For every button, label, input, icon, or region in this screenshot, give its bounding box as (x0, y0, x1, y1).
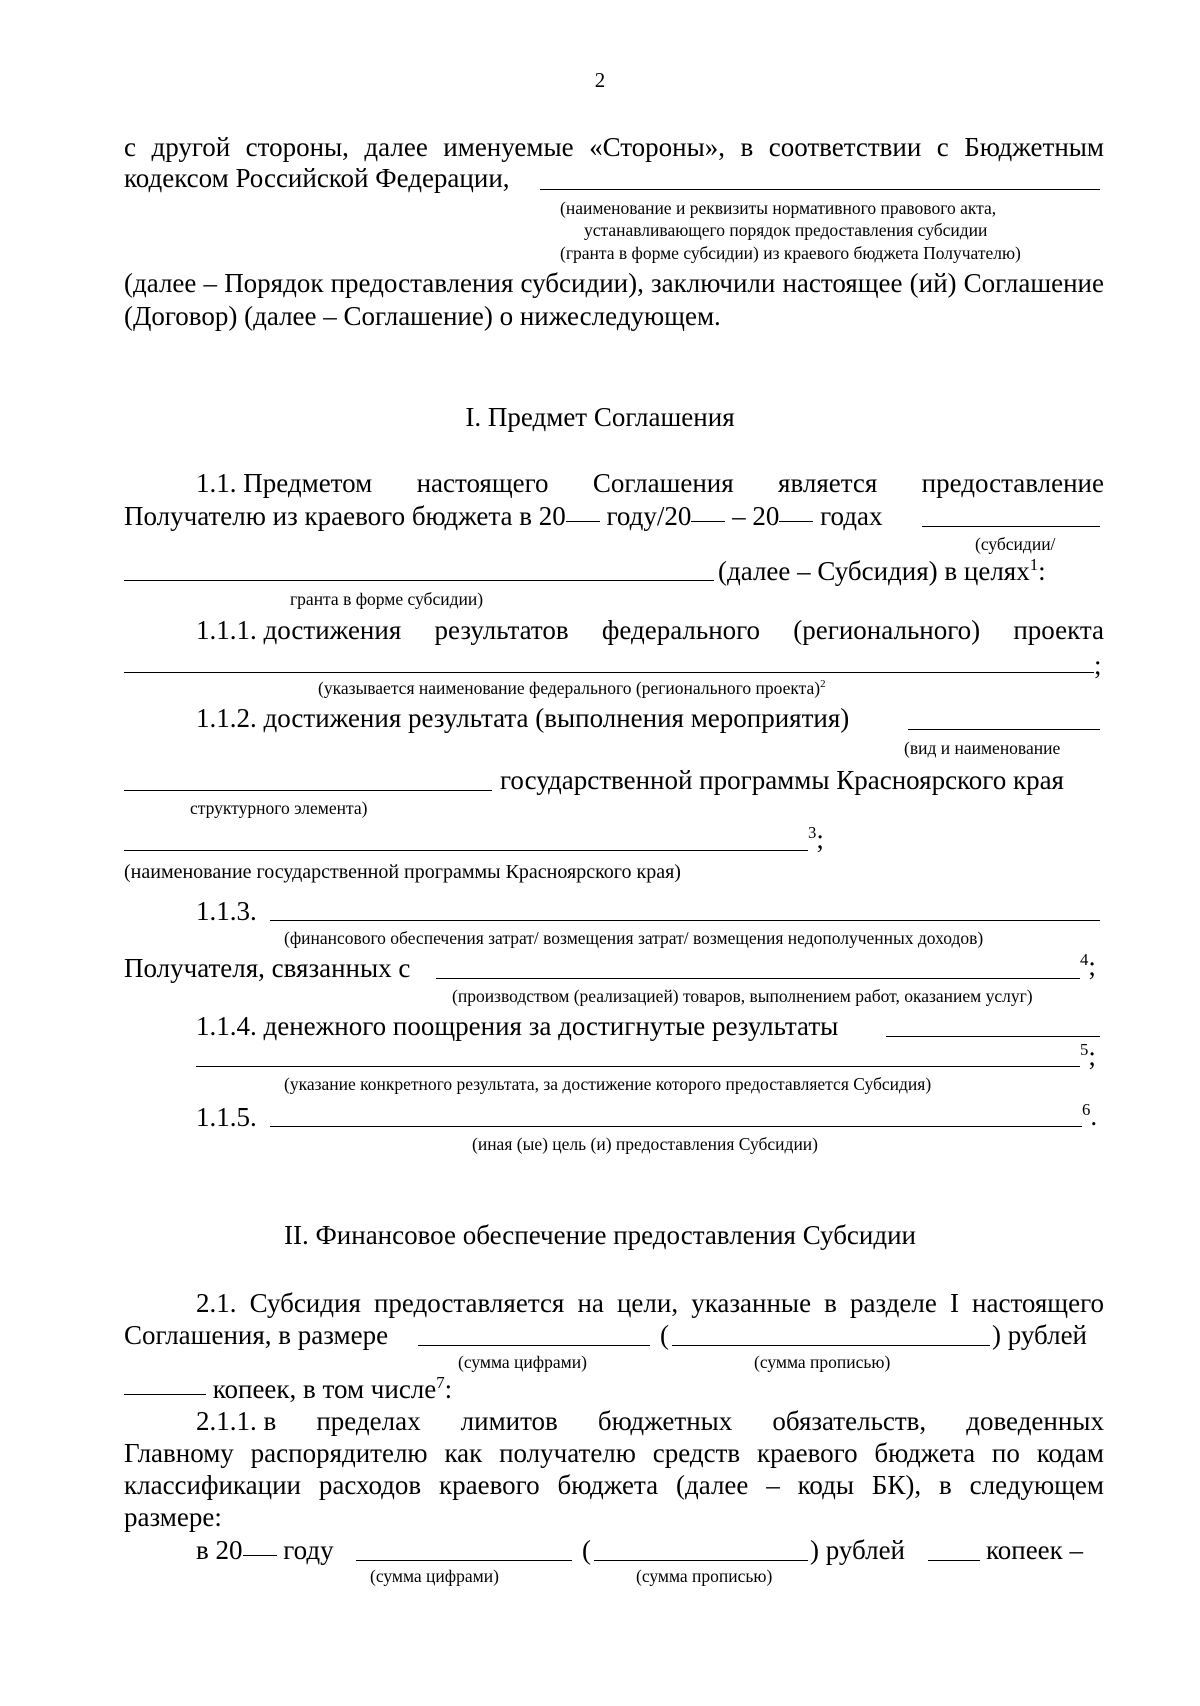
section-2-title: II. Финансовое обеспечение предоставления Субсидии (283, 1220, 917, 1250)
year-line (196, 1537, 334, 1564)
p21-line-2c: ) рублей (992, 1320, 1088, 1350)
p11-line-3-text: (далее – Субсидия) в целях (718, 556, 1030, 586)
year-text-c: ( (582, 1535, 591, 1565)
p11-line-1 (196, 470, 1104, 497)
year-text-b: году (276, 1535, 334, 1565)
p211-word-2: пределах (316, 1406, 421, 1436)
p211-word-5: обязательств, (772, 1406, 927, 1436)
blank-line-production[interactable] (436, 978, 1080, 979)
p115-end (1082, 1100, 1098, 1131)
p21-line-2a: Соглашения, в размере (124, 1320, 389, 1350)
p114-end (1080, 1040, 1096, 1071)
p211-line-3 (124, 1472, 1104, 1499)
p11-word-1: 1.1. Предметом (196, 468, 373, 498)
footnote-ref-4[interactable]: 4 (1080, 950, 1089, 969)
note-act-1: (наименование и реквизиты нормативного правового акта, (560, 198, 997, 218)
footnote-ref-5[interactable]: 5 (1080, 1040, 1089, 1059)
blank-line-structural-element-b[interactable] (124, 790, 492, 791)
p21-line-3-end: : (444, 1374, 453, 1404)
p211-word-3: лимитов (460, 1406, 558, 1436)
note-subsidy-type-right: (субсидии/ (975, 534, 1056, 554)
p211-text-2: Главному распорядителю как получателю средств краевого бюджета по кодам (124, 1438, 1104, 1468)
note-result: (указание конкретного результата, за достижение которого предоставляется Субсидия) (284, 1074, 932, 1094)
blank-line-other-goal[interactable] (270, 1126, 1082, 1127)
p113-label: 1.1.3. (196, 896, 257, 926)
p11-line-2 (124, 503, 882, 530)
p21-line-3-text: копеек, в том числе (206, 1374, 437, 1404)
p111-word-5: проекта (1013, 615, 1104, 645)
p11-word-4: является (778, 468, 878, 498)
note-year-digits: (сумма цифрами) (370, 1566, 499, 1586)
p111-word-3: федерального (601, 615, 761, 645)
blank-line-program[interactable] (124, 850, 808, 851)
p11-line-3-end: : (1038, 556, 1046, 586)
blank-line-result-a[interactable] (886, 1036, 1100, 1037)
note-amount-words: (сумма прописью) (754, 1352, 891, 1372)
note-amount-digits: (сумма цифрами) (458, 1352, 587, 1372)
note-structural-element-right: (вид и наименование (904, 738, 1061, 758)
p211-line-1 (196, 1408, 1104, 1435)
year-text-e: копеек – (986, 1535, 1084, 1565)
footnote-ref-6[interactable]: 6 (1082, 1100, 1091, 1119)
blank-line-subsidy-type-b[interactable] (124, 580, 714, 581)
footnote-ref-3[interactable]: 3 (808, 823, 817, 842)
note-act-2: устанавливающего порядок предоставления субсидии (584, 220, 988, 240)
blank-year-kopecks[interactable] (928, 1560, 980, 1561)
p21-text-1: 2.1. Субсидия предоставляется на цели, указанные в разделе I настоящего (196, 1288, 1104, 1318)
blank-amount-digits[interactable] (418, 1345, 650, 1346)
intro-line-2: кодексом Российской Федерации, (124, 163, 510, 193)
p21-line-2b: ( (660, 1320, 669, 1350)
p112-line-2: государственной программы Красноярского края (500, 765, 1064, 795)
note-act-3: (гранта в форме субсидии) из краевого бюджета Получателю) (560, 243, 1021, 263)
p211-line-2 (124, 1440, 1104, 1467)
intro-text-1: с другой стороны, далее именуемые «Стороны», в соответствии с Бюджетным (124, 132, 1104, 162)
p112-end-text: ; (816, 824, 824, 854)
blank-line-result-b[interactable] (196, 1066, 1080, 1067)
p113-end-text: ; (1088, 951, 1096, 981)
p113-line-2: Получателя, связанных с (124, 953, 411, 983)
footnote-ref-7[interactable]: 7 (436, 1373, 445, 1392)
intro-line-4: (Договор) (далее – Соглашение) о нижеследующем. (124, 301, 721, 331)
note-project (318, 680, 826, 698)
p211-line-4: размере: (124, 1502, 222, 1532)
p111-word-1: 1.1.1. достижения (196, 615, 402, 645)
intro-line-3 (124, 270, 1104, 297)
blank-line-act[interactable] (540, 189, 1100, 190)
year-text-d: ) рублей (810, 1535, 906, 1565)
footnote-ref-2[interactable]: 2 (820, 678, 826, 691)
p21-line-1 (196, 1290, 1104, 1317)
note-project-text: (указывается наименование федерального (регионального проекта) (318, 678, 821, 698)
blank-line-project[interactable] (124, 672, 1094, 673)
note-year-words: (сумма прописью) (636, 1566, 773, 1586)
p115-label: 1.1.5. (196, 1102, 257, 1132)
note-financing-type: (финансового обеспечения затрат/ возмещения затрат/ возмещения недополученных доходов) (284, 928, 984, 948)
p113-end (1080, 950, 1096, 981)
blank-line-financing-type[interactable] (270, 920, 1100, 921)
p112-end (808, 823, 824, 854)
note-program: (наименование государственной программы Красноярского края) (124, 861, 681, 883)
footnote-ref-1[interactable]: 1 (1029, 555, 1039, 574)
blank-line-subsidy-type-a[interactable] (922, 526, 1100, 527)
p211-word-4: бюджетных (597, 1406, 733, 1436)
blank-amount-words[interactable] (672, 1345, 990, 1346)
intro-line-1 (124, 134, 1104, 161)
note-production: (производством (реализацией) товаров, выполнением работ, оказанием услуг) (452, 986, 1033, 1006)
section-1-title: I. Предмет Соглашения (465, 402, 735, 432)
p11-text-d: годах (813, 501, 883, 531)
p11-word-5: предоставление (921, 468, 1104, 498)
p11-word-3: Соглашения (592, 468, 734, 498)
p111-word-2: результатов (434, 615, 569, 645)
p11-word-2: настоящего (416, 468, 549, 498)
p111-line-1 (196, 617, 1104, 644)
p114-line-1: 1.1.4. денежного поощрения за достигнутые результаты (196, 1011, 839, 1041)
blank-line-structural-element-a[interactable] (908, 729, 1100, 730)
p111-word-4: (регионального) (793, 615, 981, 645)
p21-line-3 (124, 1373, 453, 1404)
note-other-goal: (иная (ые) цель (и) предоставления Субсидии) (472, 1134, 819, 1154)
p115-end-text: . (1090, 1101, 1098, 1131)
p211-text-3: классификации расходов краевого бюджета (далее – коды БК), в следующем (124, 1470, 1104, 1500)
p11-text-a: Получателю из краевого бюджета в 20 (124, 501, 566, 531)
note-subsidy-type-left: гранта в форме субсидии) (290, 589, 484, 609)
p11-line-3 (718, 555, 1046, 586)
p11-text-c: – 20 (725, 501, 780, 531)
p112-line-1: 1.1.2. достижения результата (выполнения мероприятия) (196, 703, 850, 733)
note-structural-element-left: структурного элемента) (190, 798, 368, 818)
p11-text-b: году/20 (599, 501, 692, 531)
page-number: 2 (594, 68, 606, 92)
blank-year-amount-digits[interactable] (356, 1560, 572, 1561)
p111-end: ; (1094, 650, 1102, 680)
p211-word-6: доведенных (966, 1406, 1104, 1436)
p114-end-text: ; (1088, 1041, 1096, 1071)
blank-year-amount-words[interactable] (594, 1560, 808, 1561)
year-text-a: в 20 (196, 1535, 243, 1565)
p211-word-1: 2.1.1. в (196, 1406, 277, 1436)
intro-text-3: (далее – Порядок предоставления субсидии), заключили настоящее (ий) Соглашение (124, 268, 1104, 298)
